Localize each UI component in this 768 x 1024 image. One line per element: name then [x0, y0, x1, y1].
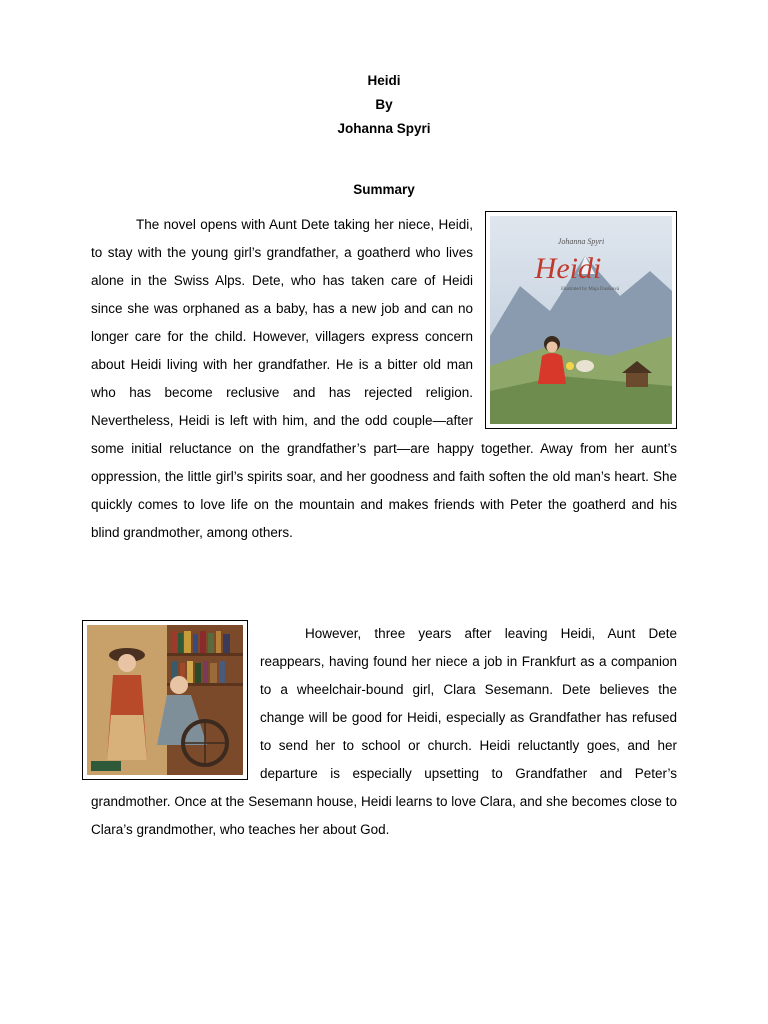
illus-clara-face [170, 676, 188, 694]
cover-illustration [490, 216, 672, 424]
illus-shelf-board-1 [167, 653, 243, 656]
summary-paragraph-1 [91, 211, 677, 547]
book-title: Heidi [367, 73, 401, 88]
summary-paragraph-2-text: However, three years after leaving Heidi, Aunt Dete reappears, having found her niece a job in Frankfurt as a companion to a wheelchair-bound girl, Clara Sesemann. Dete believes the change will be good for Heidi, especially as Grandfather has refused to send her to school or church. Heidi reluctantly goes, and her departure is especially upsetting to Grandfather and Peter’s grandmother. Once at the Sesemann house, Heidi learns to love Clara, and she becomes close to Clara’s grandmother, who teaches her about God. [91, 626, 677, 837]
cover-heidi-face [547, 342, 558, 353]
illus-heidi-apron [107, 715, 147, 760]
cover-image [485, 211, 677, 429]
cover-goat [576, 360, 594, 372]
cover-title-text: Heidi [534, 252, 602, 285]
illus-floor-books [91, 761, 121, 771]
cover-illustrator-text: illustrated by Maja Dusíková [560, 287, 620, 292]
cover-heidi-dress [538, 353, 566, 384]
cover-author-text: Johanna Spyri [557, 237, 605, 246]
clara-illustration [87, 625, 243, 775]
cover-chalet [626, 371, 648, 387]
illus-heidi-face [118, 654, 136, 672]
by-line: By [375, 97, 393, 112]
section-heading: Summary [353, 182, 415, 197]
summary-paragraph-1-text: The novel opens with Aunt Dete taking her niece, Heidi, to stay with the young girl’s grandfather, a goatherd who lives alone in the Swiss Alps. Dete, who has taken care of Heidi since she was orphaned as a baby, has a new job and can no longer care for the child. However, villagers express concern about Heidi living with her grandfather. He is a bitter old man who has become reclusive and has rejected religion. Nevertheless, Heidi is left with him, and the odd couple—after some initial reluctance on the grandfather’s part—are happy together. Away from her aunt’s oppression, the little girl’s spirits soar, and her goodness and faith soften the old man’s heart. She quickly comes to love life on the mountain and makes friends with Peter the goatherd and his blind grandmother, among others. [91, 217, 677, 540]
author-name: Johanna Spyri [337, 121, 431, 136]
cover-flowers [566, 362, 574, 370]
clara-illustration-image [82, 620, 248, 780]
summary-paragraph-2 [91, 620, 677, 844]
